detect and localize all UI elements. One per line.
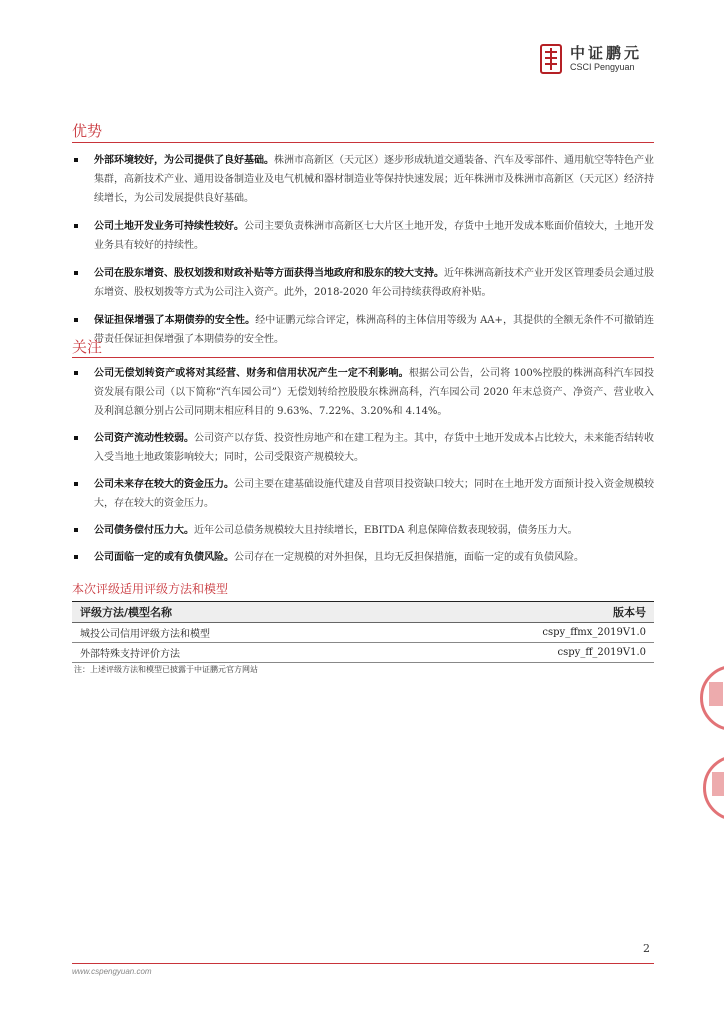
table-row	[72, 643, 654, 663]
method-name-header: 评级方法/模型名称	[72, 602, 392, 623]
table-row	[72, 623, 654, 643]
footer-divider	[72, 963, 654, 964]
concern-item	[72, 429, 654, 467]
strength-body: 经中证鹏元综合评定，株洲高科的主体信用等级为 AA+，其提供的全额无条件不可撤销连带责任保证担保增强了本期债券的安全性。	[94, 315, 654, 345]
method-name-cell: 外部特殊支持评价方法	[72, 643, 392, 663]
concern-lead: 公司未来存在较大的资金压力。	[94, 479, 234, 490]
concern-body: 公司主要在建基础设施代建及自营项目投资缺口较大；同时在土地开发方面预计投入资金规模较大，存在较大的资金压力。	[94, 479, 654, 509]
concern-body: 根据公司公告，公司将 100%控股的株洲高科汽车园投资发展有限公司（以下简称“汽车园公司”）无偿划转给控股股东株洲高科，汽车园公司 2020 年末总资产、净资产、营业收入及利润总额分别占公司同期末相应科目的 9.63%、7.22%、3.20%和 4.14%。	[94, 368, 654, 417]
logo-chinese-name: 中证鹏元	[570, 44, 643, 62]
strength-item	[72, 151, 654, 208]
version-header: 版本号	[392, 602, 654, 623]
strength-body: 公司主要负责株洲市高新区七大片区土地开发，存货中土地开发成本账面价值较大，土地开发业务具有较好的持续性。	[94, 221, 654, 251]
company-logo	[540, 42, 680, 76]
strength-body: 近年株洲高新技术产业开发区管理委员会通过股东增资、股权划拨等方式为公司注入资产。此外，2018-2020 年公司持续获得政府补贴。	[94, 268, 654, 298]
methods-table	[72, 601, 654, 663]
concern-body: 公司存在一定规模的对外担保，且均无反担保措施，面临一定的或有负债风险。	[234, 552, 584, 563]
concern-lead: 公司无偿划转资产或将对其经营、财务和信用状况产生一定不利影响。	[94, 368, 409, 379]
logo-seal-icon	[540, 44, 562, 74]
table-footnote: 注：上述评级方法和模型已披露于中证鹏元官方网站	[74, 665, 258, 674]
method-name-cell: 城投公司信用评级方法和模型	[72, 623, 392, 643]
concern-item	[72, 475, 654, 513]
version-cell: cspy_ffmx_2019V1.0	[392, 623, 654, 643]
logo-english-name: CSCI Pengyuan	[570, 62, 635, 72]
strength-item	[72, 311, 654, 349]
concerns-divider	[72, 357, 654, 358]
strengths-heading: 优势	[72, 122, 103, 140]
methods-table-title: 本次评级适用评级方法和模型	[72, 582, 229, 596]
concern-item	[72, 521, 654, 540]
red-seal-stamp-icon	[700, 665, 724, 731]
logo-text	[570, 45, 642, 73]
strength-lead: 保证担保增强了本期债券的安全性。	[94, 315, 256, 326]
concern-body: 近年公司总债务规模较大且持续增长，EBITDA 利息保障倍数表现较弱，债务压力大。	[194, 525, 578, 536]
concern-lead: 公司债务偿付压力大。	[94, 525, 194, 536]
concern-item	[72, 364, 654, 421]
strengths-list	[72, 151, 654, 358]
strengths-divider	[72, 142, 654, 143]
page-number: 2	[643, 942, 650, 955]
strength-body: 株洲市高新区（天元区）逐步形成轨道交通装备、汽车及零部件、通用航空等特色产业集群，高新技术产业、通用设备制造业及电气机械和器材制造业等保持快速发展；近年株洲市及株洲市高新区（天元区）经济持续增长，为公司发展提供良好基础。	[94, 155, 654, 204]
red-seal-stamp-icon	[703, 755, 724, 821]
concerns-heading: 关注	[72, 338, 103, 356]
strength-lead: 公司在股东增资、股权划拨和财政补贴等方面获得当地政府和股东的较大支持。	[94, 268, 444, 279]
version-cell: cspy_ff_2019V1.0	[392, 643, 654, 663]
concern-body: 公司资产以存货、投资性房地产和在建工程为主。其中，存货中土地开发成本占比较大，未来能否结转收入受当地土地政策影响较大；同时，公司受限资产规模较大。	[94, 433, 654, 463]
table-header-row	[72, 602, 654, 623]
footer-website: www.cspengyuan.com	[72, 967, 152, 976]
concern-lead: 公司资产流动性较弱。	[94, 433, 194, 444]
concerns-list	[72, 364, 654, 575]
concern-item	[72, 548, 654, 567]
strength-lead: 外部环境较好，为公司提供了良好基础。	[94, 155, 274, 166]
concern-lead: 公司面临一定的或有负债风险。	[94, 552, 234, 563]
strength-lead: 公司土地开发业务可持续性较好。	[94, 221, 244, 232]
strength-item	[72, 264, 654, 302]
strength-item	[72, 217, 654, 255]
